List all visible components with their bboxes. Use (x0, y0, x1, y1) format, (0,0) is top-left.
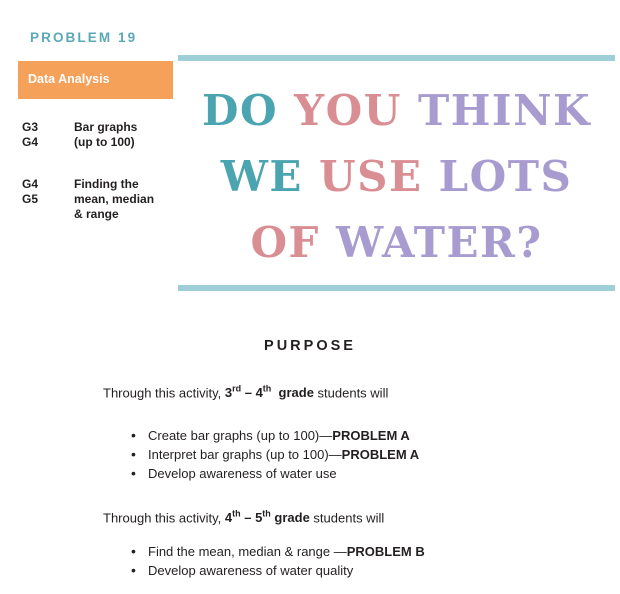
standard-grades: G3 G4 (22, 120, 39, 149)
purpose-bullet-list (131, 542, 425, 580)
list-item: • Find the mean, median & range —PROBLEM B (131, 542, 425, 561)
title-line-3: OF WATER? (250, 218, 543, 267)
list-item: • Develop awareness of water quality (131, 561, 425, 580)
purpose-lead-text: Through this activity, 4th – 5th grade students will (103, 509, 385, 526)
page-title (178, 78, 615, 276)
purpose-lead-text: Through this activity, 3rd – 4th grade students will (103, 384, 389, 401)
list-item: • Interpret bar graphs (up to 100)—PROBLEM A (131, 445, 419, 464)
title-line-1: DO YOU THINK (202, 86, 591, 135)
standard-grades: G4 G5 (22, 177, 39, 206)
title-line-2: WE USE LOTS (220, 152, 573, 201)
list-item: • Create bar graphs (up to 100)—PROBLEM A (131, 426, 419, 445)
standard-description: Bar graphs (up to 100) (74, 120, 138, 149)
category-badge (18, 61, 173, 99)
left-info-column (0, 0, 172, 594)
purpose-bullet-list (131, 426, 419, 483)
list-item: • Develop awareness of water use (131, 464, 419, 483)
purpose-heading: PURPOSE (264, 338, 356, 354)
title-rule-bottom (178, 285, 615, 291)
standard-description: Finding the mean, median & range (74, 177, 155, 221)
category-badge-label: Data Analysis (28, 72, 110, 86)
title-rule-top (178, 55, 615, 61)
problem-number-label: PROBLEM 19 (30, 30, 138, 45)
